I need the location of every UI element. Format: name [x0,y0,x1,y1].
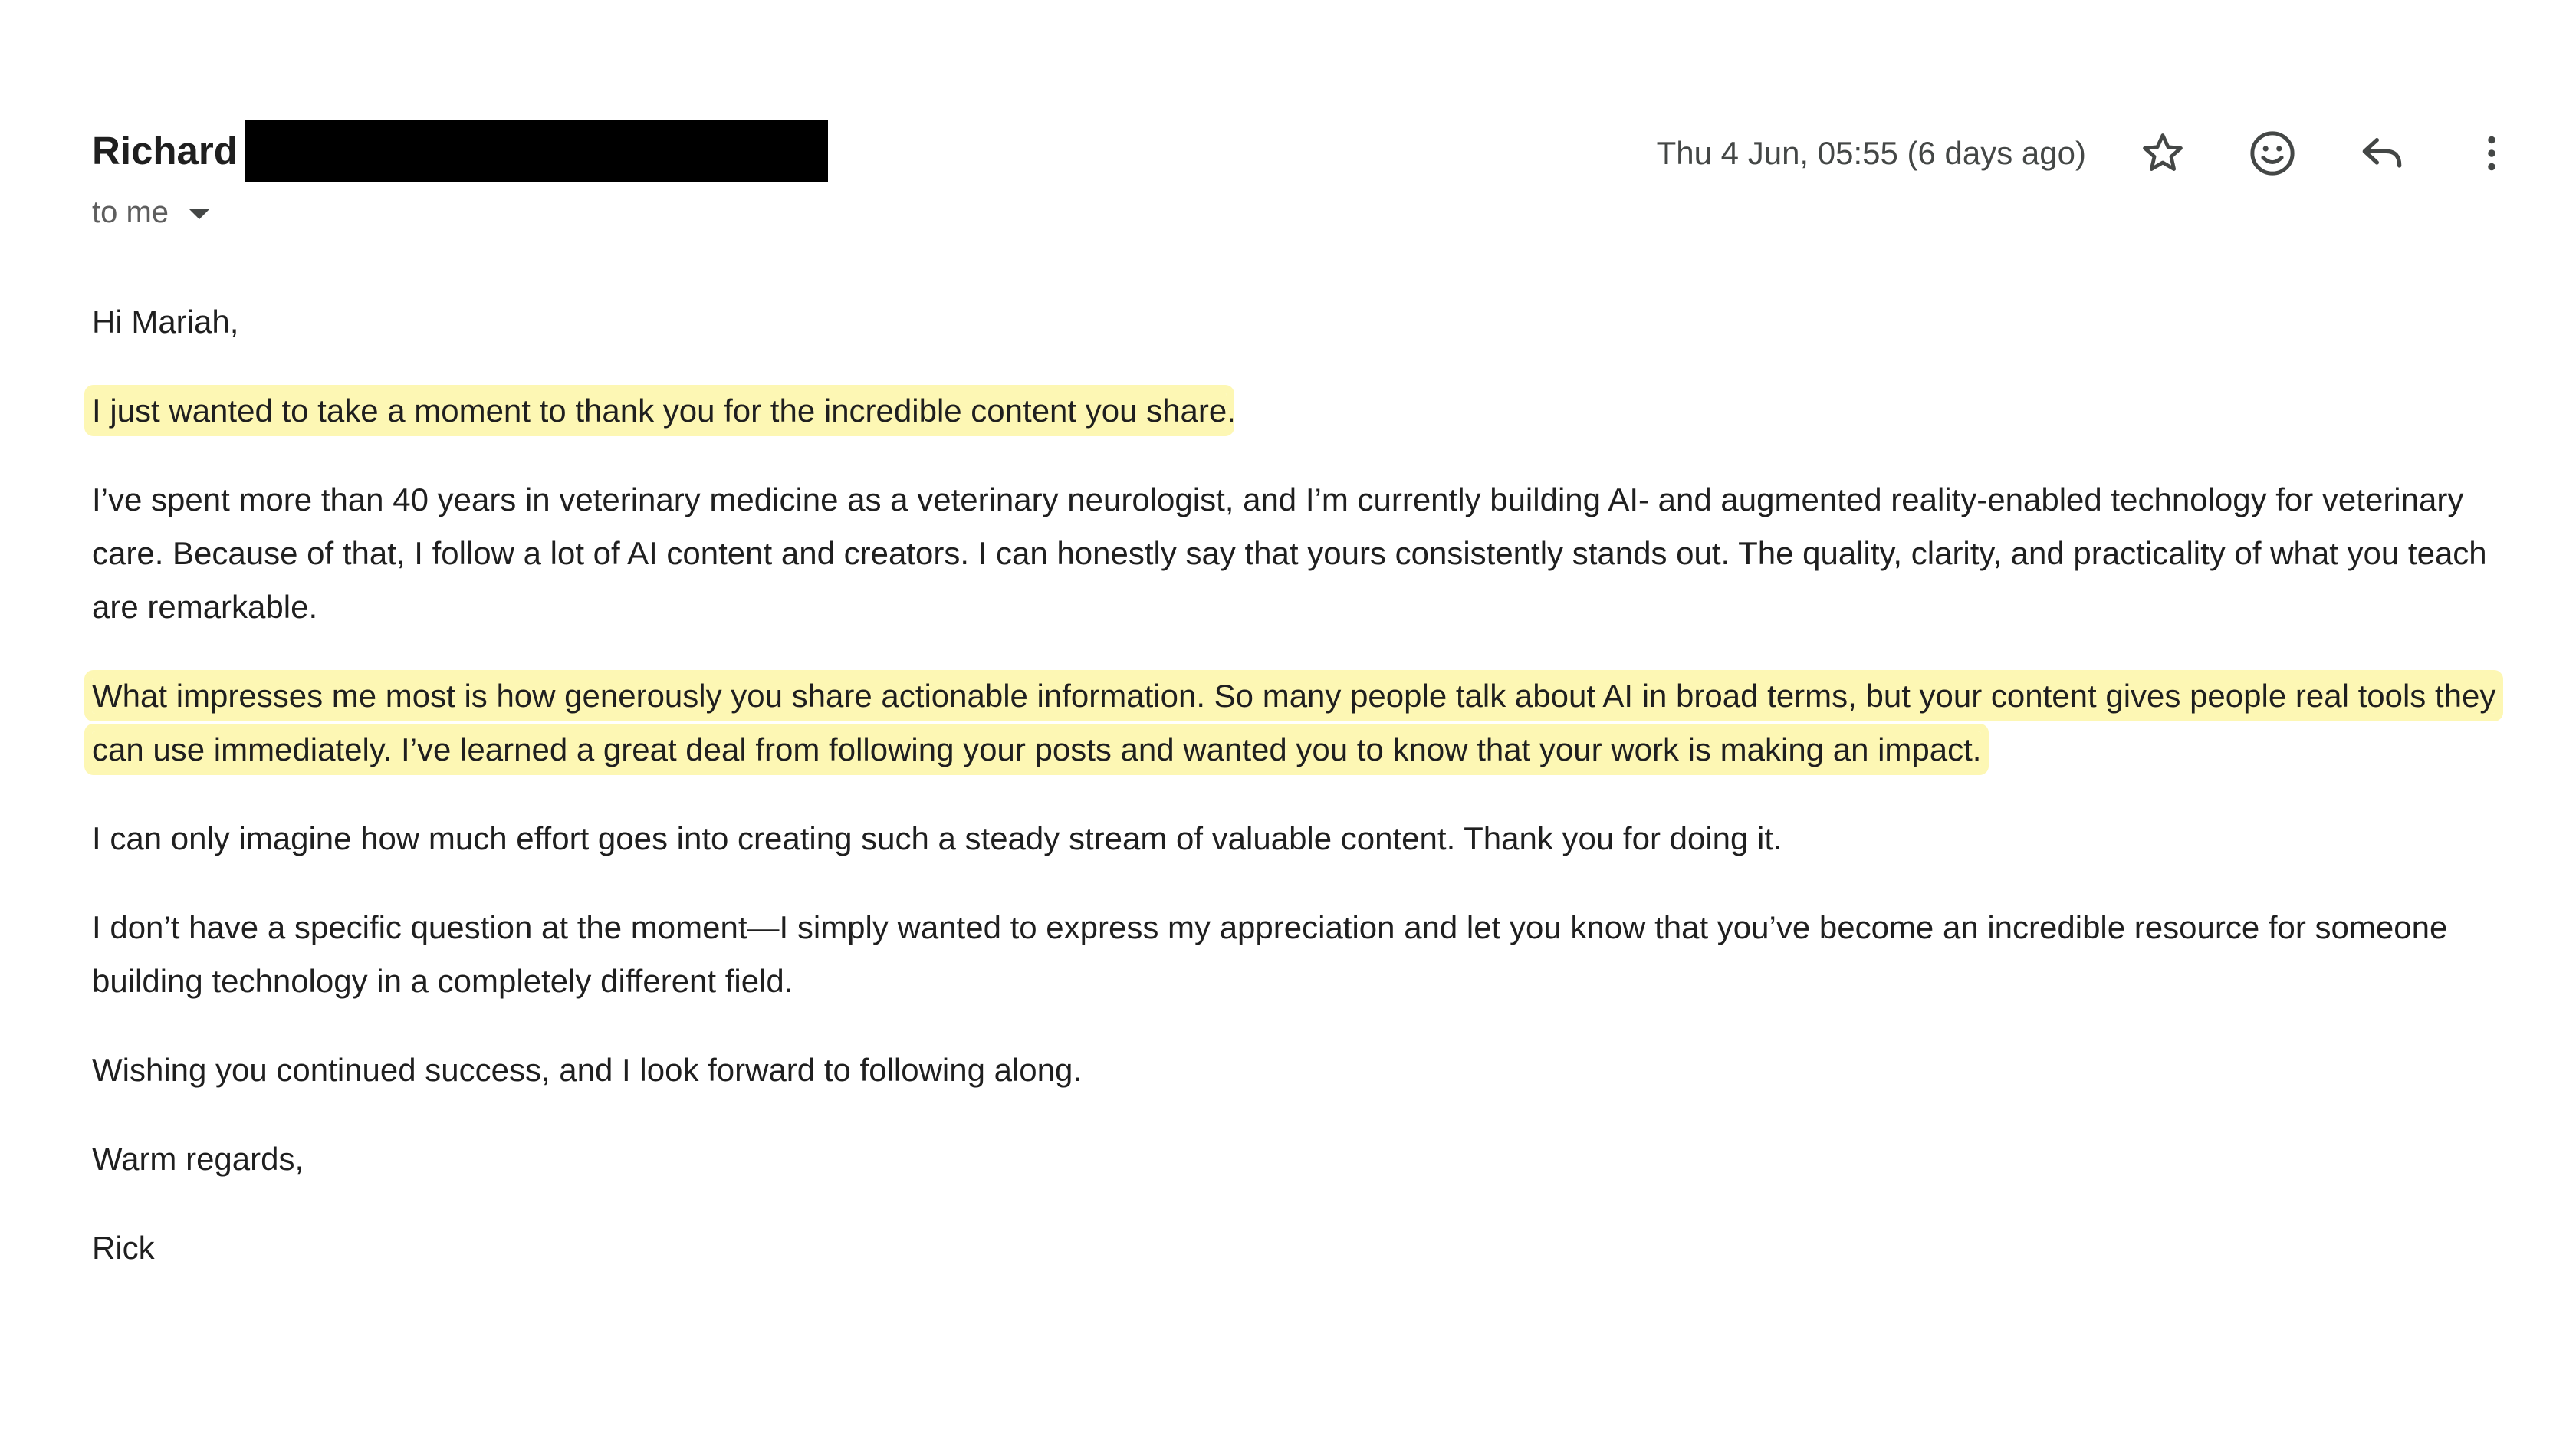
paragraph-1-end: . [1227,393,1236,429]
reply-button[interactable] [2351,123,2413,184]
recipient-details-toggle[interactable] [92,189,210,235]
paragraph-5: I don’t have a specific question at the moment—I simply wanted to express my appreciation and let you know that you’ve become an incredible resource for someone building technology in a completely different field. [92,909,2448,999]
star-button[interactable] [2132,123,2193,184]
highlighted-text: What impresses me most is how generously you share actionable information. So many people talk about AI in broad terms, but your content gives people real tools they can use immediately. I’ve learned a great deal from following your posts and wanted you to know that your work is making an impact. [92,678,2496,767]
paragraph-3 [92,669,2530,777]
greeting-text: Hi Mariah, [92,304,239,340]
more-vert-icon [2469,130,2515,176]
message-actions [1657,119,2522,188]
greeting [92,295,2530,349]
highlighted-text: I just wanted to take a moment to thank you for the incredible content you share [92,393,1227,429]
add-reaction-button[interactable] [2242,123,2303,184]
star-icon [2138,129,2187,178]
message-date: Thu 4 Jun, 05:55 (6 days ago) [1656,135,2086,171]
recipient-label: to me [92,195,169,229]
redacted-email-address [245,120,828,182]
email-body [92,295,2530,1310]
paragraph-6: Wishing you continued success, and I look forward to following along. [92,1052,1083,1088]
paragraph-2: I’ve spent more than 40 years in veterinary medicine as a veterinary neurologist, and I’m currently building AI- and augmented reality-enabled technology for veterinary care. Because of that, I follow a lot of AI content and creators. I can honestly say that yours consistently stands out. The quality, clarity, and practicality of what you teach are remarkable. [92,481,2487,625]
closing: Warm regards, [92,1141,304,1177]
caret-down-icon[interactable] [189,209,210,219]
emoji-icon [2247,128,2298,179]
signature: Rick [92,1230,155,1266]
sender-row [92,119,828,183]
email-header [92,119,2522,234]
reply-icon [2358,129,2407,178]
sender-name[interactable]: Richard [92,129,238,172]
paragraph-1 [92,384,2530,438]
more-options-button[interactable] [2461,123,2522,184]
paragraph-4: I can only imagine how much effort goes into creating such a steady stream of valuable content. Thank you for doing it. [92,820,1783,856]
